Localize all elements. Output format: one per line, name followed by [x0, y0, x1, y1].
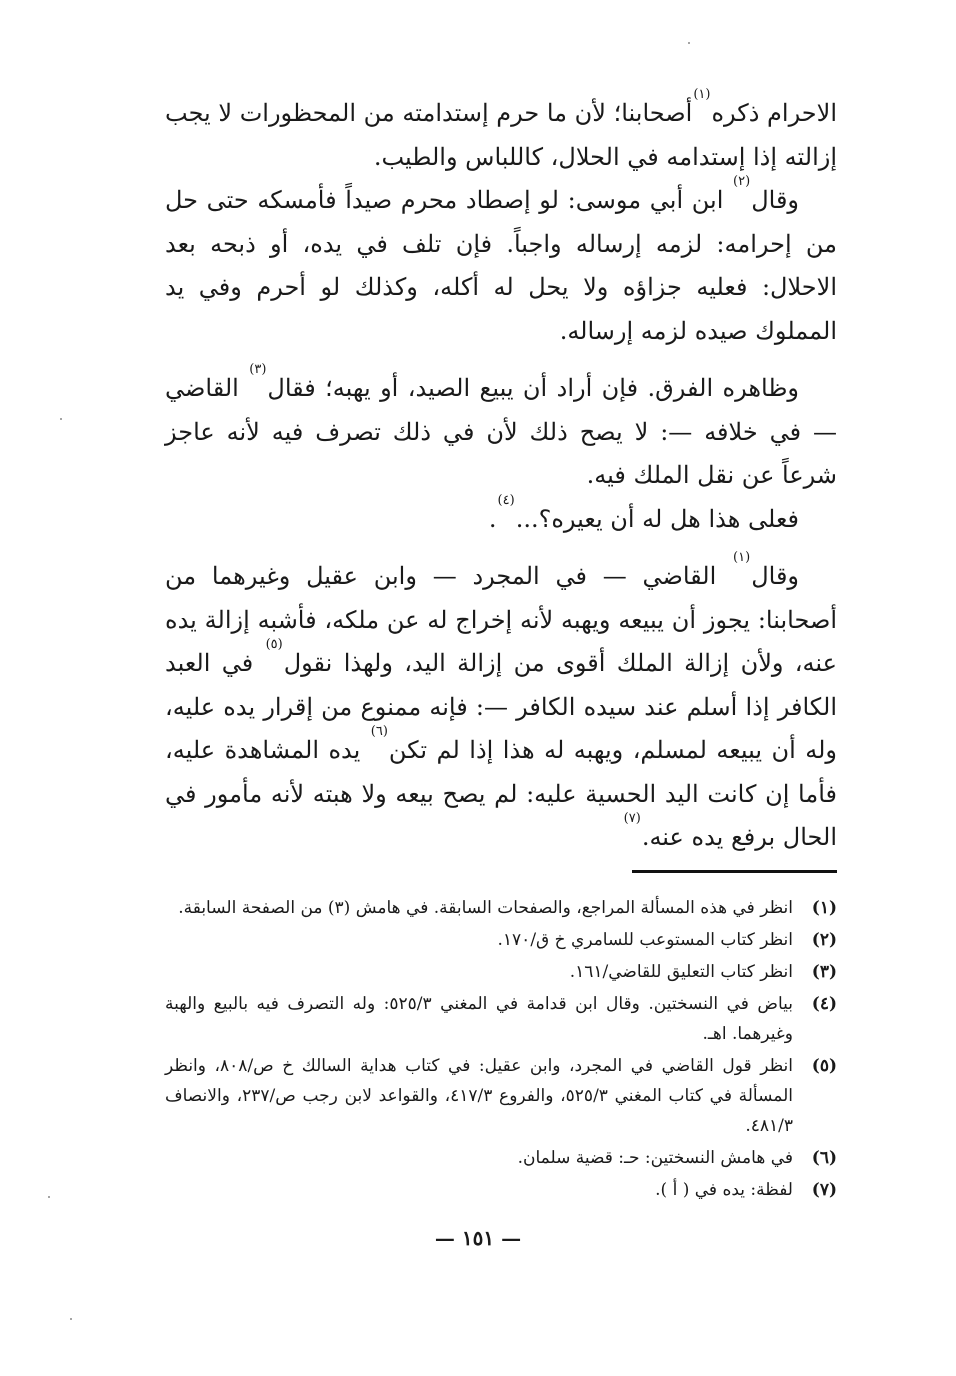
- footnote-number: (٦): [811, 1147, 837, 1168]
- main-text: [165, 87, 837, 860]
- text-run: أصحابنا؛ لأن ما حرم إستدامته من المحظورات لا يجب إزالته إذا إستدامه في الحلال، كاللباس والطيب.: [165, 99, 837, 171]
- paragraph-3: [165, 362, 837, 498]
- footnote-text: انظر قول القاضي في المجرد، وابن عقيل: في كتاب هداية السالك خ ص/٨٠٨، وانظر المسألة في كتاب المغني ٥٢٥/٣، والفروع ٤١٧/٣، والقواعد لابن رجب ص/٢٣٧، والانصاف ٤٨١/٣.: [165, 1055, 793, 1136]
- footnote-5: [165, 1051, 837, 1141]
- footnote-text: انظر كتاب التعليق للقاضي/١٦١.: [569, 961, 793, 982]
- footnote-reference: (٥): [265, 637, 283, 652]
- text-run: يده المشاهدة عليه، فأما إن كانت اليد الحسية عليه: لم يصح بيعه ولا هبته لأنه مأمور في الحال برفع يده عنه.: [165, 736, 837, 851]
- text-run: الاحرام ذكره: [711, 99, 837, 127]
- footnote-text: في هامش النسختين: حـ: قضية سلمان.: [517, 1147, 793, 1168]
- text-run: .: [488, 504, 497, 533]
- text-run: القاضي — في المجرد — وابن عقيل وغيرهما من أصحابنا: يجوز أن يبيعه ويهبه لأنه إخراج له عن ملكه، فأشبه إزالة يده عنه، ولأن إزالة الملك أقوى من إزالة اليد، ولهذا نقول: [165, 562, 837, 677]
- footnote-number: (٥): [811, 1055, 837, 1076]
- footnote-number: (٣): [811, 961, 837, 982]
- text-run: وقال: [751, 562, 799, 590]
- text-run: وقال: [751, 186, 799, 214]
- text-run: وظاهره الفرق. فإن أراد أن يبيع الصيد، أو يهبه؛ فقال: [267, 374, 800, 402]
- paragraph-5: [165, 550, 837, 860]
- footnote-reference: (٣): [249, 362, 267, 377]
- footnote-number: (١): [811, 897, 837, 918]
- text-run: في العبد الكافر إذا أسلم عند سيده الكافر —: فإنه ممنوع من إقرار يده عليه، وله أن يبيعه لمسلم، ويهبه له هذا إذا لم تكن: [165, 649, 837, 764]
- footnote-1: [165, 893, 837, 923]
- text-run: فعلى هذا هل له أن يعيره؟...: [515, 504, 799, 533]
- footnote-reference: (١): [693, 87, 711, 102]
- text-run: ابن أبي موسى: لو إصطاد محرم صيداً فأمسكه حتى حل من إحرامه: لزمه إرساله واجباً. فإن تلف في يده، أو ذبحه بعد الاحلال: فعليه جزاؤه ولا يحل له أكله، وكذلك لو أحرم وفي يد المملوك صيده لزمه إرساله.: [165, 186, 837, 345]
- footnote-reference: (١): [733, 550, 751, 565]
- footnote-reference: (٢): [733, 174, 751, 189]
- footnote-number: (٤): [811, 993, 837, 1014]
- scan-speck: [70, 1318, 72, 1320]
- footnote-text: انظر في هذه المسألة المراجع، والصفحات السابقة. في هامش (٣) من الصفحة السابقة.: [178, 897, 793, 918]
- footnote-2: [165, 925, 837, 955]
- footnote-separator: [632, 870, 837, 873]
- footnote-number: (٧): [811, 1179, 837, 1200]
- footnotes-list: [165, 893, 837, 1205]
- footnote-text: لفظة: يده في ( أ ).: [655, 1179, 793, 1200]
- footnote-number: (٢): [811, 929, 837, 950]
- footnote-4: [165, 989, 837, 1049]
- footnote-reference: (٦): [370, 724, 388, 739]
- scan-speck: [48, 1196, 50, 1198]
- footnote-text: بياض في النسختين. وقال ابن قدامة في المغني ٥٢٥/٣: وله التصرف فيه بالبيع والهبة وغيرهما. اهـ.: [165, 993, 793, 1044]
- footnote-7: [165, 1175, 837, 1205]
- footnote-6: [165, 1143, 837, 1173]
- paragraph-1: [165, 87, 837, 179]
- footnote-3: [165, 957, 837, 987]
- scan-speck: [688, 42, 690, 44]
- footnote-reference: (٧): [623, 811, 641, 826]
- page-content: [165, 87, 837, 1322]
- footnote-text: انظر كتاب المستوعب للسامري خ ق/١٧٠.: [497, 929, 793, 950]
- footnote-reference: (٤): [497, 492, 515, 508]
- paragraph-2: [165, 174, 837, 353]
- text-run: القاضي — في خلافه —: لا يصح ذلك لأن في ذلك تصرف فيه لأنه عاجز شرعاً عن نقل الملك فيه.: [165, 374, 837, 489]
- paragraph-4: [165, 492, 837, 542]
- scan-speck: [60, 418, 62, 420]
- page-number: — ١٥١ —: [434, 1226, 522, 1250]
